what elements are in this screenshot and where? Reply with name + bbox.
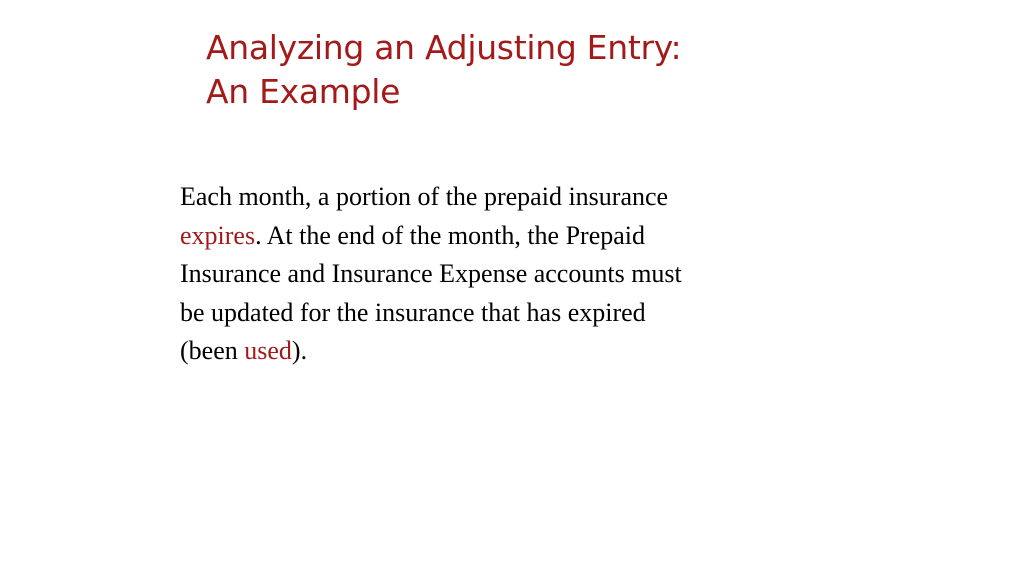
slide-title-line-2: An Example <box>206 72 401 111</box>
highlight-expires: expires <box>180 220 256 250</box>
body-line-5 <box>180 332 820 371</box>
slide-title-line-1: Analyzing an Adjusting Entry: <box>206 28 682 67</box>
slide-title <box>206 26 846 114</box>
slide-body <box>180 178 820 371</box>
body-line-2-text: . At the end of the month, the Prepaid <box>255 220 646 250</box>
body-line-5-start: (been <box>180 336 245 365</box>
highlight-used: used <box>244 336 292 365</box>
body-line-4: be updated for the insurance that has expired <box>180 297 646 327</box>
body-line-3: Insurance and Insurance Expense accounts must <box>180 259 682 288</box>
body-line-1: Each month, a portion of the prepaid insurance <box>180 182 669 211</box>
body-line-2 <box>180 217 820 256</box>
body-line-5-end: ). <box>291 336 308 365</box>
